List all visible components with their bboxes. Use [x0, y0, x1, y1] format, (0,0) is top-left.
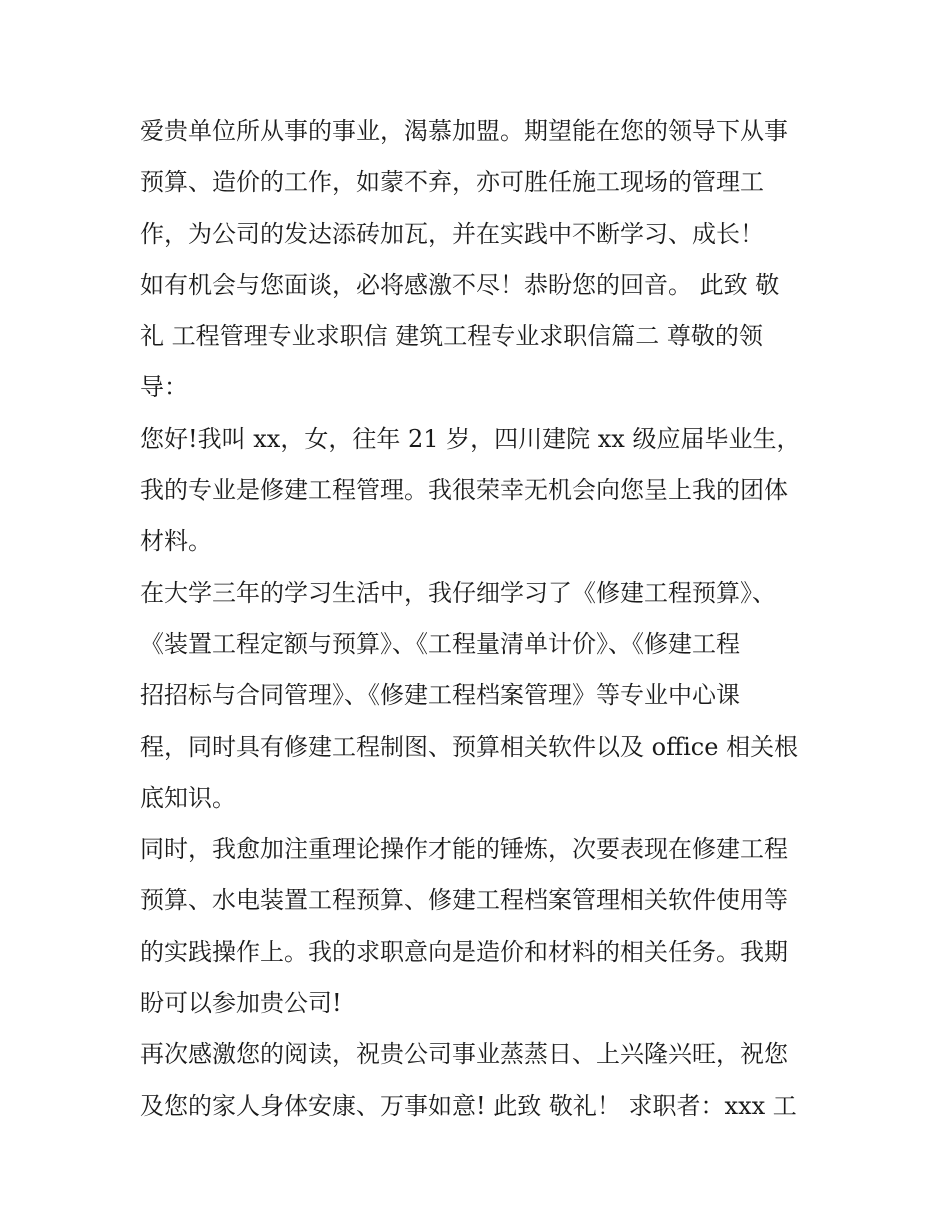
text-line: 的实践操作上。我的求职意向是造价和材料的相关任务。我期: [140, 937, 788, 966]
text-line: 盼可以参加贵公司!: [140, 989, 342, 1018]
text-line: 在大学三年的学习生活中，我仔细学习了《修建工程预算》、: [140, 578, 776, 607]
text-line: 及您的家人身体安康、万事如意! 此致 敬礼！ 求职者：xxx 工: [140, 1091, 797, 1120]
text-line: 预算、造价的工作，如蒙不弃，亦可胜任施工现场的管理工: [140, 168, 764, 197]
text-line: 作，为公司的发达添砖加瓦，并在实践中不断学习、成长！: [140, 219, 764, 248]
letter-body: [140, 106, 820, 1132]
text-line: 底知识。: [140, 783, 236, 812]
text-line: 预算、水电装置工程预算、修建工程档案管理相关软件使用等: [140, 886, 788, 915]
text-line: 同时，我愈加注重理论操作才能的锤炼，次要表现在修建工程: [140, 835, 788, 864]
text-line: 《装置工程定额与预算》、《工程量清单计价》、《修建工程: [140, 629, 740, 658]
text-line: 招招标与合同管理》、《修建工程档案管理》等专业中心课: [140, 681, 740, 710]
text-line: 您好!我叫 xx，女，往年 21 岁，四川建院 xx 级应届毕业生，: [140, 424, 801, 453]
text-line: 导：: [140, 373, 188, 402]
text-line: 再次感激您的阅读，祝贵公司事业蒸蒸日、上兴隆兴旺，祝您: [140, 1040, 788, 1069]
text-line: 我的专业是修建工程管理。我很荣幸无机会向您呈上我的团体: [140, 476, 788, 505]
text-line: 爱贵单位所从事的事业，渴慕加盟。期望能在您的领导下从事: [140, 117, 788, 145]
text-line: 如有机会与您面谈，必将感激不尽！恭盼您的回音。 此致 敬: [140, 270, 780, 299]
text-line: 礼 工程管理专业求职信 建筑工程专业求职信篇二 尊敬的领: [140, 322, 763, 351]
text-line: 程，同时具有修建工程制图、预算相关软件以及 office 相关根: [140, 732, 799, 761]
text-line: 材料。: [140, 527, 212, 556]
